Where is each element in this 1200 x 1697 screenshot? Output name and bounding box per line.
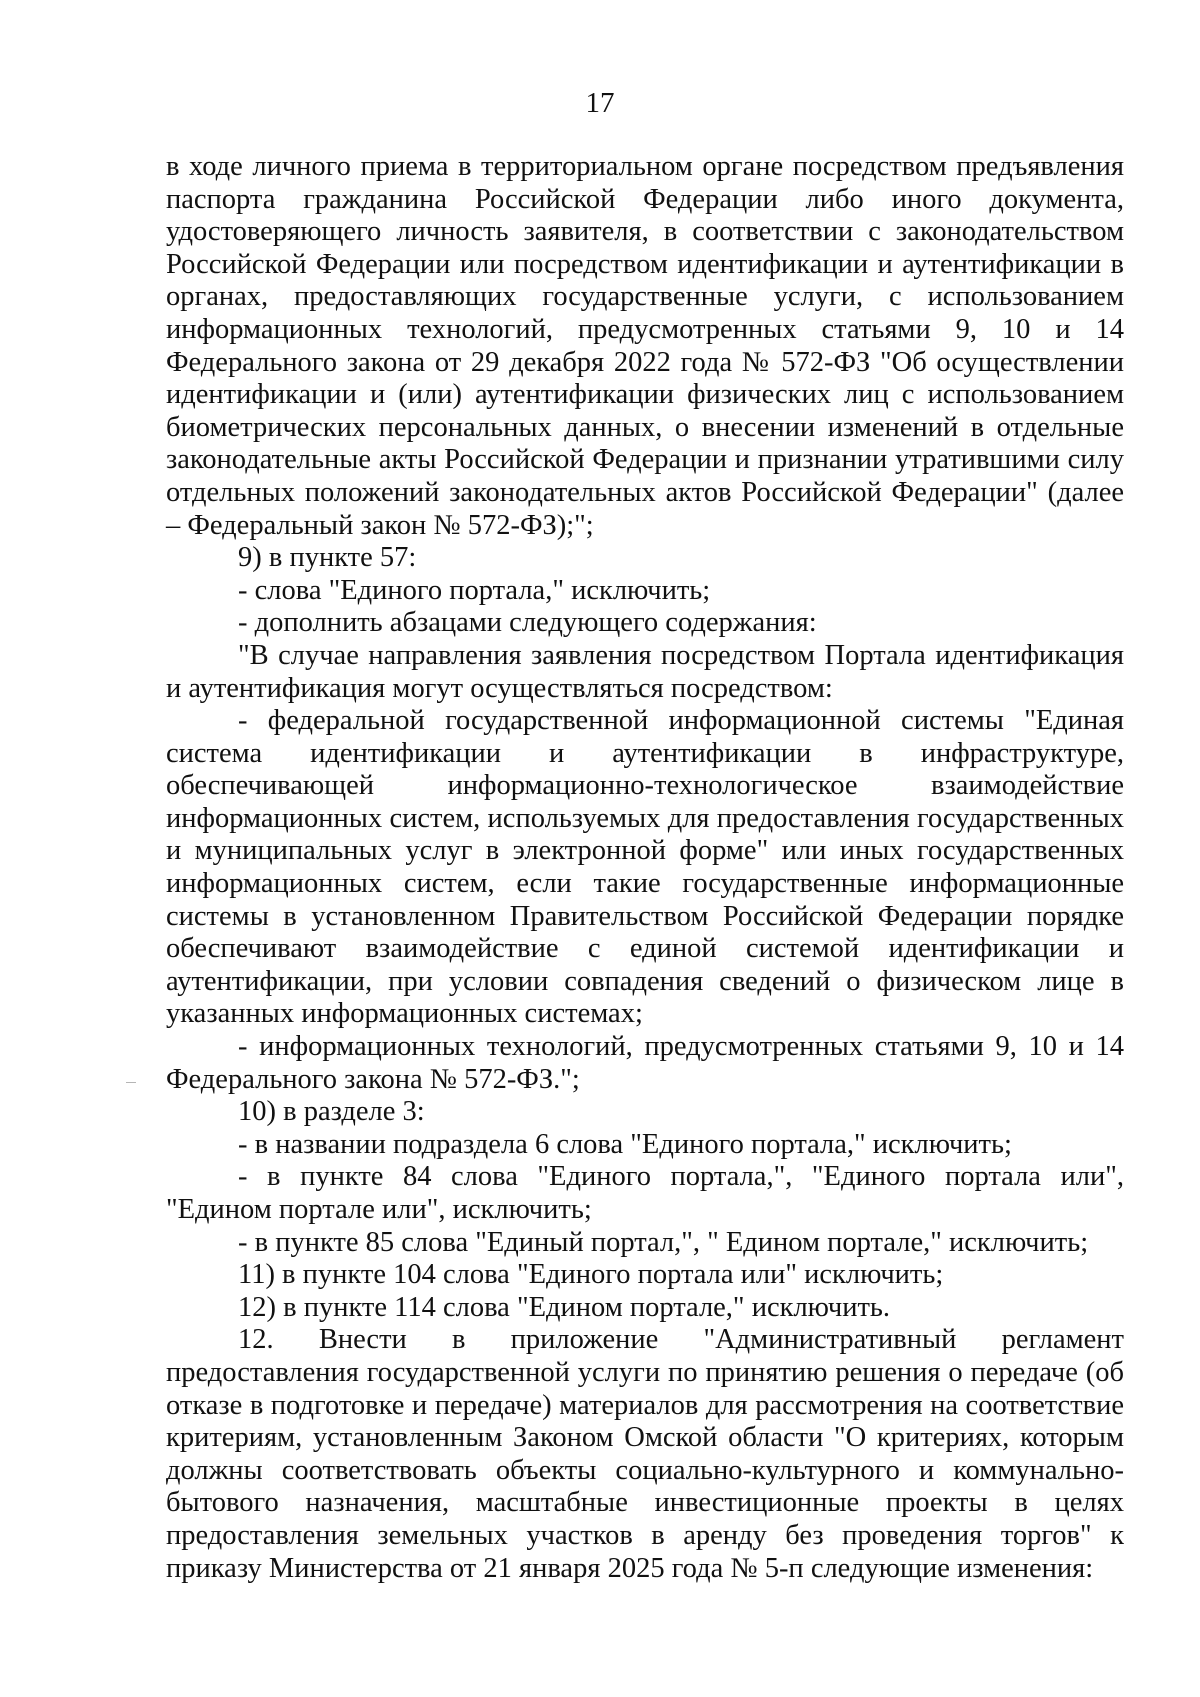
paragraph-information-technologies: - информационных технологий, предусмотренных статьями 9, 10 и 14 Федерального закона № 572-ФЗ."; — [166, 1031, 1124, 1095]
paragraph-item-9-add-clauses: - дополнить абзацами следующего содержания: — [238, 607, 817, 639]
paragraph-item-10-point-85: - в пункте 85 слова "Единый портал,", " Едином портале," исключить; — [238, 1226, 1089, 1258]
paragraph-item-9-words-excluded: - слова "Единого портала," исключить; — [238, 574, 711, 606]
paragraph-item-10-point-84: - в пункте 84 слова "Единого портала,", "Единого портала или", "Едином портале или", исключить; — [166, 1161, 1124, 1225]
page-number: 17 — [585, 87, 615, 119]
paragraph-item-12: 12) в пункте 114 слова "Едином портале," исключить. — [238, 1291, 891, 1323]
paragraph-item-10-subsection-6: - в названии подраздела 6 слова "Единого портала," исключить; — [238, 1128, 1012, 1160]
paragraph-item-10: 10) в разделе 3: — [238, 1096, 425, 1128]
paragraph-item-9: 9) в пункте 57: — [238, 542, 417, 574]
paragraph-section-12: 12. Внести в приложение "Административный регламент предоставления государственной услуги по принятию решения о передаче (об отказе в подготовке и передаче) материалов для рассмотрения на соответствие критериям, установленным Законом Омской области "О критериях, которым должны соответствовать объекты социально-культурного и коммунально-бытового назначения, масштабные инвестиционные проекты в целях предоставления земельных участков в аренду без проведения торгов" к приказу Министерства от 21 января 2025 года № 5-п следующие изменения: — [166, 1324, 1124, 1584]
scan-margin-mark — [126, 1082, 136, 1083]
paragraph-portal-identification: "В случае направления заявления посредством Портала идентификация и аутентификация могут осуществляться посредством: — [166, 639, 1124, 704]
paragraph-identification-continued: в ходе личного приема в территориальном органе посредством предъявления паспорта гражданина Российской Федерации либо иного документа, удостоверяющего личность заявителя, в соответствии с законодательством Российской Федерации или посредством идентификации и аутентификации в органах, предоставляющих государственные услуги, с использованием информационных технологий, предусмотренных статьями 9, 10 и 14 Федерального закона от 29 декабря 2022 года № 572-ФЗ "Об осуществлении идентификации и (или) аутентификации физических лиц с использованием биометрических персональных данных, о внесении изменений в отдельные законодательные акты Российской Федерации и признании утратившими силу отдельных положений законодательных актов Российской Федерации" (далее – Федеральный закон № 572-ФЗ);"; — [166, 151, 1124, 541]
paragraph-item-11: 11) в пункте 104 слова "Единого портала или" исключить; — [238, 1259, 944, 1291]
document-body — [166, 151, 1124, 1585]
paragraph-esia-system: - федеральной государственной информационной системы "Единая система идентификации и аутентификации в инфраструктуре, обеспечивающей информационно-технологическое взаимодействие информационных систем, используемых для предоставления государственных и муниципальных услуг в электронной форме" или иных государственных информационных систем, если такие государственные информационные системы в установленном Правительством Российской Федерации порядке обеспечивают взаимодействие с единой системой идентификации и аутентификации, при условии совпадения сведений о физическом лице в указанных информационных системах; — [166, 705, 1124, 1030]
